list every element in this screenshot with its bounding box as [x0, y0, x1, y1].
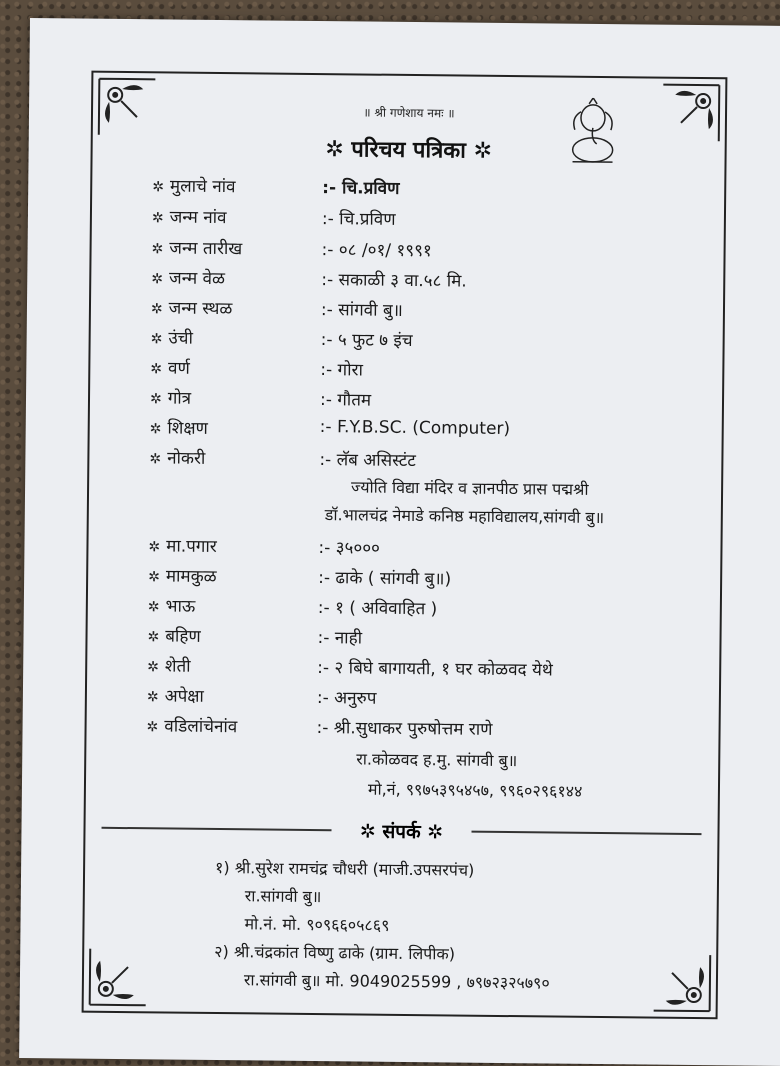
detail-label: वर्ण [167, 358, 190, 379]
contact-line: १) श्री.सुरेश रामचंद्र चौधरी (माजी.उपसरपंच) [215, 857, 475, 880]
detail-value: :- नाही [317, 628, 363, 649]
detail-row: ✲ शिक्षण :- F.Y.B.SC. (Computer) [149, 417, 511, 440]
detail-row: ✲ वर्ण :- गोरा [150, 355, 318, 380]
detail-value: :- २ बिघे बागायती, १ घर कोळवद येथे [317, 658, 553, 681]
biodata-sheet [19, 18, 780, 1066]
contact-line: रा.सांगवी बु॥ मो. 9049025599 , ७९७२३२५७९० [243, 970, 550, 993]
contact-line: रा.सांगवी बु॥ [244, 886, 322, 907]
floral-corner-icon [88, 947, 149, 1008]
detail-value: :- सांगवी बु॥ [320, 300, 403, 321]
detail-value: :- ३५००० [318, 538, 381, 559]
detail-label: जन्म वेळ [168, 268, 226, 290]
detail-label: बहिण [165, 626, 201, 647]
detail-label: मामकुळ [165, 566, 217, 587]
page-title: ✲ परिचय पत्रिका ✲ [325, 137, 493, 164]
floral-corner-icon [652, 953, 713, 1014]
detail-label: जन्म नांव [169, 207, 227, 229]
detail-label: अपेक्षा [164, 686, 204, 707]
detail-label: उंची [168, 328, 194, 349]
detail-row: ✲ मुलाचे नांव :- चि.प्रविण [152, 173, 320, 198]
detail-label: गोत्र [167, 388, 192, 409]
detail-value: :- अनुरुप [316, 688, 377, 709]
contact-divider [101, 815, 701, 845]
detail-label: जन्म स्थळ [168, 298, 233, 320]
father-phone: मो,नं, ९९७५३९५४५७, ९९६०२९६१४४ [367, 779, 583, 801]
detail-value: :- १ ( अविवाहित ) [317, 598, 438, 620]
detail-row: ✲ जन्म स्थळ :- सांगवी बु॥ [151, 295, 319, 320]
invocation-text: ॥ श्री गणेशाय नमः ॥ [363, 105, 455, 121]
detail-row: ✲ गोत्र :- गौतम [150, 385, 318, 410]
page-frame [82, 71, 728, 1020]
detail-label: मुलाचे नांव [169, 176, 236, 198]
detail-label: जन्म तारीख [169, 238, 243, 260]
detail-value: :- ५ फुट ७ इंच [320, 330, 413, 352]
detail-value: :- ०८ /०१/ १९९१ [321, 240, 432, 262]
detail-value: :- लॅब असिस्टंट [319, 450, 417, 472]
detail-row: ✲ जन्म नांव :- चि.प्रविण [152, 204, 320, 229]
detail-row: ✲ जन्म वेळ :- सकाळी ३ वा.५८ मि. [151, 265, 319, 290]
detail-row: ✲ अपेक्षा :- अनुरुप [147, 683, 315, 708]
contact-line: २) श्री.चंद्रकांत विष्णु ढाके (ग्राम. लिपीक) [214, 941, 456, 964]
detail-row: ✲ भाऊ :- १ ( अविवाहित ) [148, 593, 316, 618]
detail-label: नोकरी [167, 448, 206, 469]
contact-heading: ✲ संपर्क ✲ [359, 820, 444, 844]
detail-value: :- गौतम [319, 390, 372, 411]
detail-row: ✲ बहिण :- नाही [147, 623, 315, 648]
detail-row: ✲ मा.पगार :- ३५००० [148, 533, 316, 558]
detail-row: ✲ नोकरी :- लॅब असिस्टंट [149, 445, 317, 470]
detail-row: ✲ उंची :- ५ फुट ७ इंच [151, 325, 319, 350]
detail-value: :- F.Y.B.SC. (Computer) [319, 417, 511, 440]
detail-row: ✲ जन्म तारीख :- ०८ /०१/ १९९१ [151, 235, 319, 260]
contact-line: मो.नं. मो. ९०९६६०५८६९ [244, 914, 390, 935]
detail-value: :- श्री.सुधाकर पुरुषोत्तम राणे [316, 718, 493, 740]
detail-row: ✲ मामकुळ :- ढाके ( सांगवी बु॥) [148, 563, 316, 588]
detail-label: मा.पगार [166, 536, 217, 557]
job-detail-line: ज्योति विद्या मंदिर व ज्ञानपीठ प्रास पद्मश्री [351, 477, 589, 499]
job-detail-line: डॉ.भालचंद्र नेमाडे कनिष्ठ महाविद्यालय,सांगवी बु॥ [324, 505, 605, 528]
detail-label: वडिलांचेनांव [164, 716, 238, 738]
detail-row: ✲ शेती :- २ बिघे बागायती, १ घर कोळवद येथे [147, 653, 315, 678]
detail-value: :- गोरा [320, 360, 364, 381]
detail-value: :- चि.प्रविण [322, 178, 400, 199]
detail-label: शिक्षण [167, 418, 208, 439]
detail-value: :- ढाके ( सांगवी बु॥) [318, 568, 452, 590]
detail-label: भाऊ [165, 596, 196, 617]
detail-value: :- चि.प्रविण [321, 209, 396, 230]
father-address: रा.कोळवद ह.मु. सांगवी बु॥ [356, 749, 518, 771]
detail-value: :- सकाळी ३ वा.५८ मि. [321, 270, 467, 292]
detail-label: शेती [164, 656, 191, 677]
detail-row: ✲ वडिलांचेनांव :- श्री.सुधाकर पुरुषोत्तम राणे [146, 713, 314, 738]
